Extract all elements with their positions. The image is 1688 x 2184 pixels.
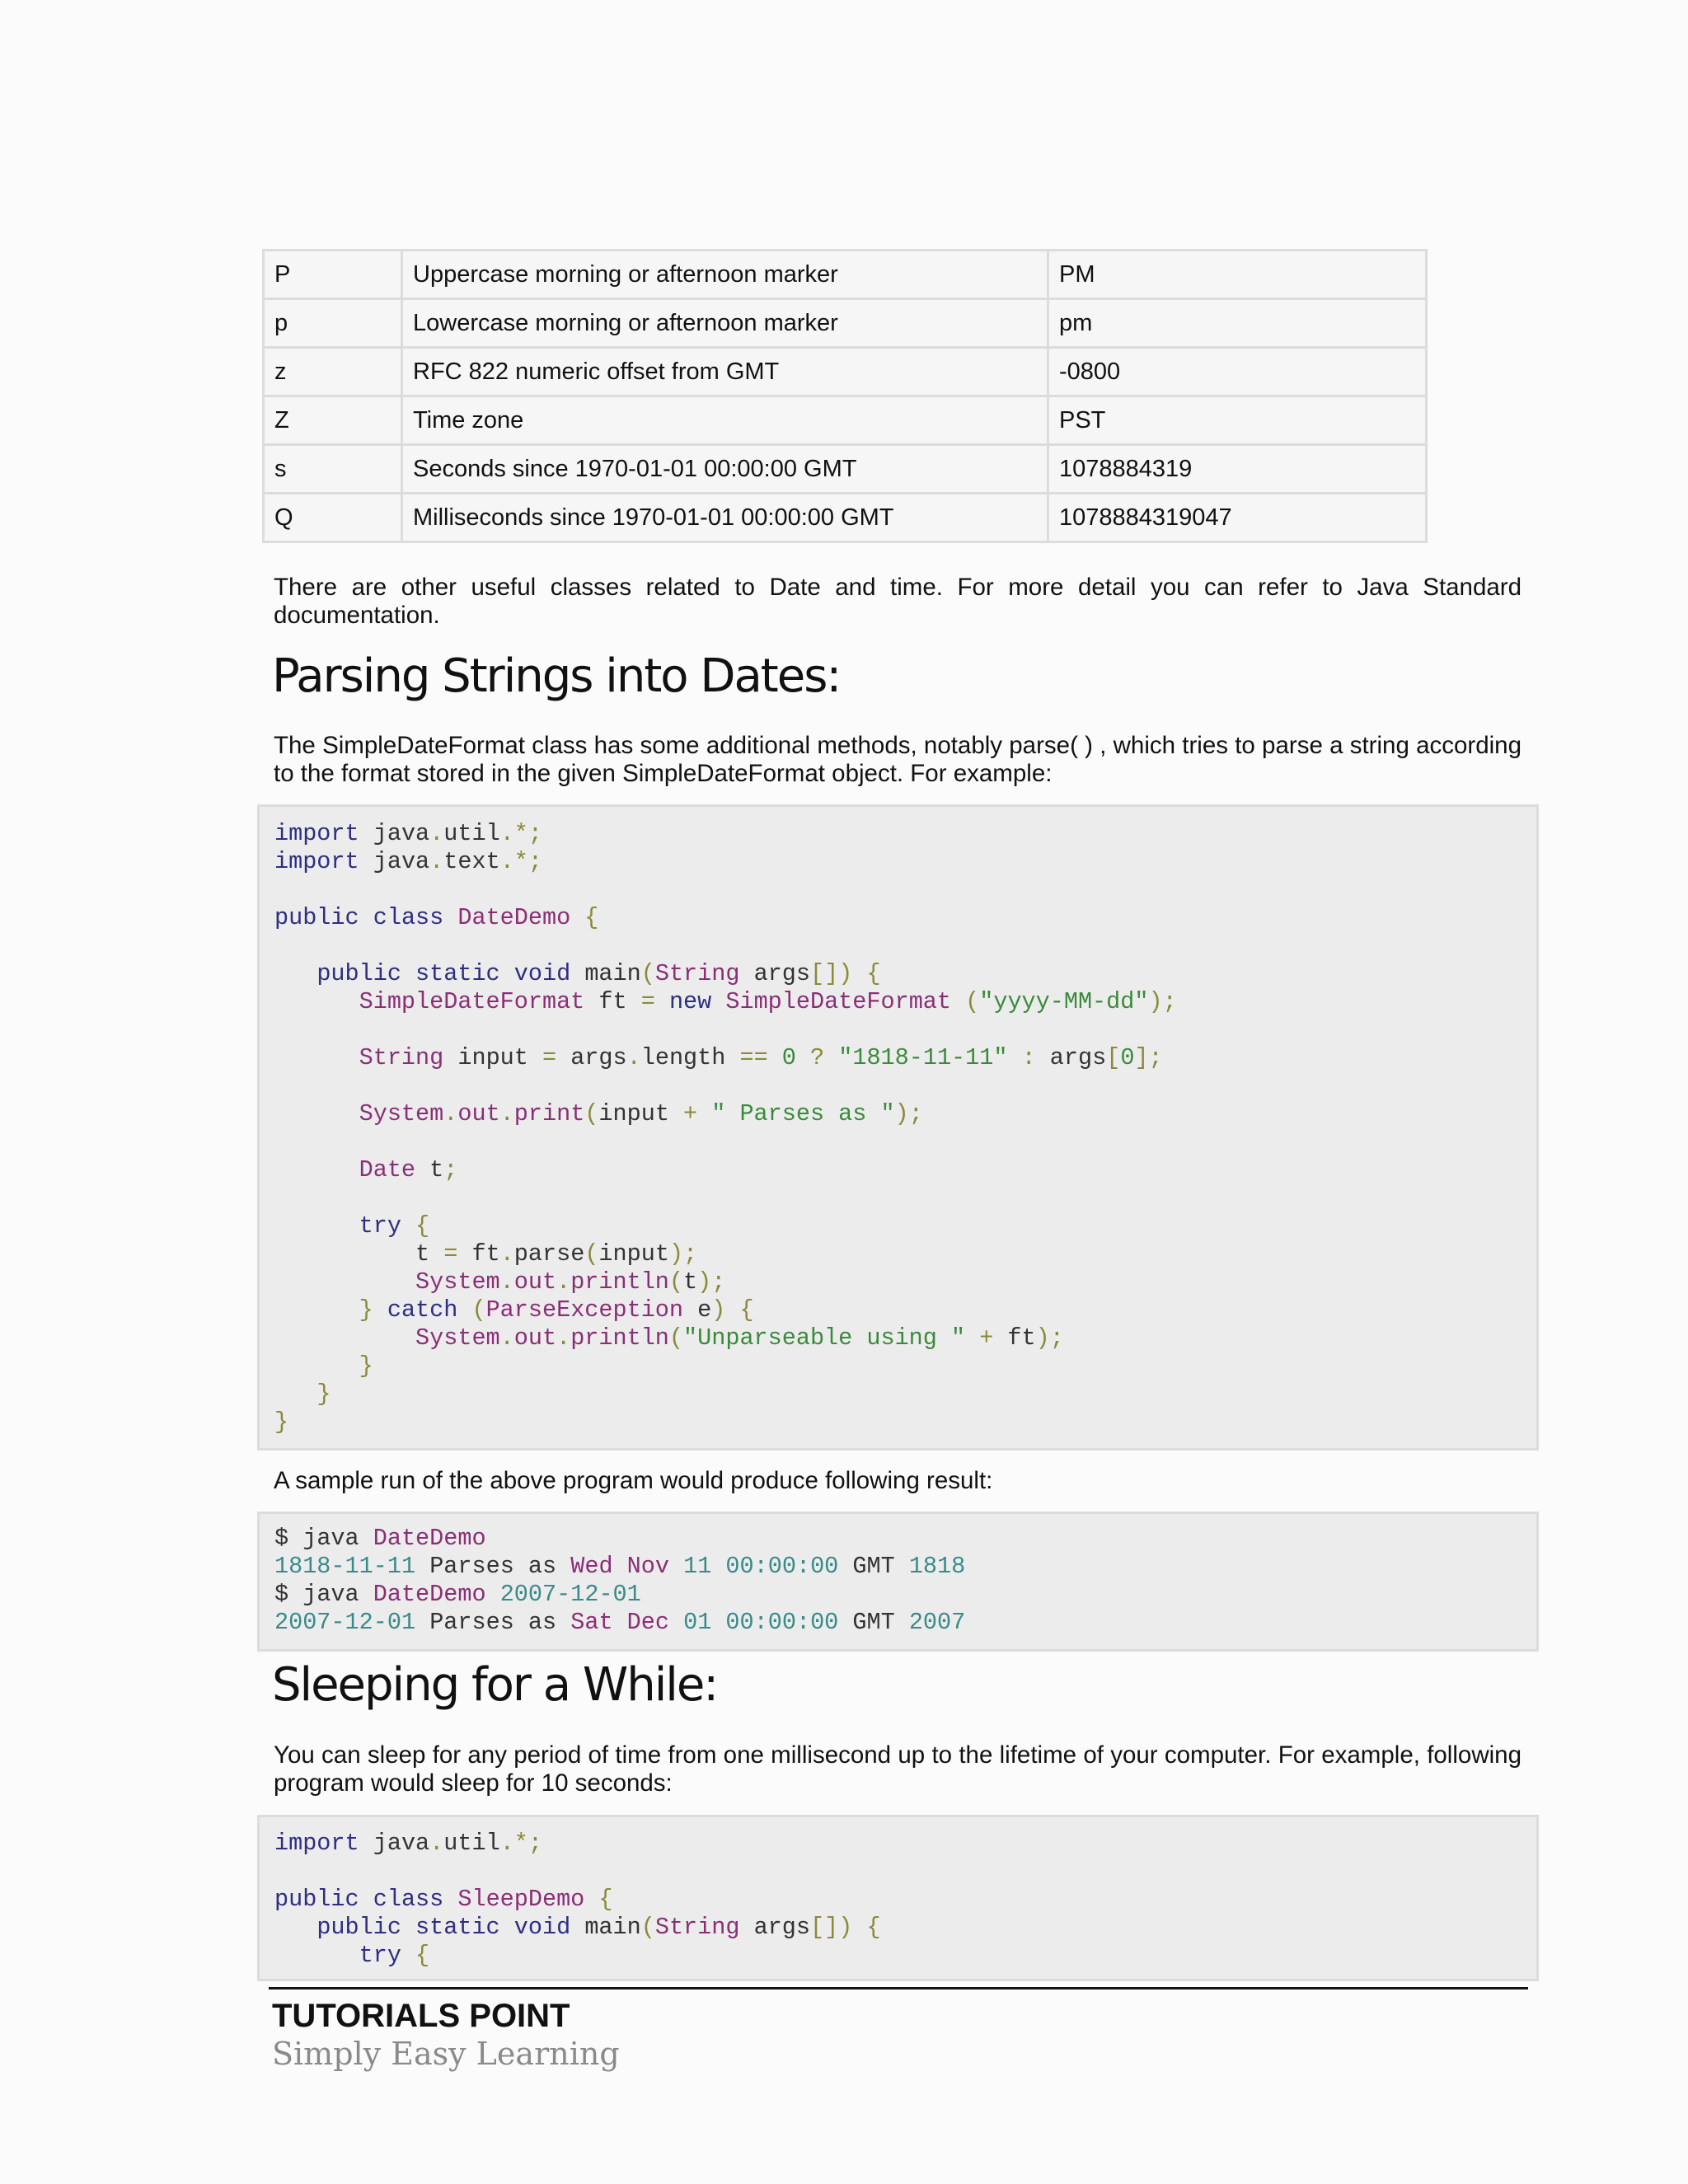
footer-brand: TUTORIALS POINT bbox=[272, 1998, 570, 2034]
code-line: System.out.print(input + " Parses as "); bbox=[359, 1100, 923, 1127]
table-row bbox=[264, 251, 1427, 299]
code-line: try { bbox=[359, 1942, 430, 1969]
example-cell: pm bbox=[1048, 299, 1427, 348]
code-line: } bbox=[316, 1380, 331, 1408]
code-listing-sleepdemo bbox=[274, 1830, 881, 1970]
format-char-cell: s bbox=[264, 445, 402, 494]
example-cell: PM bbox=[1048, 251, 1427, 299]
code-line: $ java DateDemo bbox=[274, 1525, 486, 1552]
example-cell: PST bbox=[1048, 396, 1427, 445]
code-line: } bbox=[359, 1352, 373, 1380]
code-line: String input = args.length == 0 ? "1818-11-11" : args[0]; bbox=[359, 1044, 1163, 1071]
heading-parsing-strings: Parsing Strings into Dates: bbox=[272, 649, 841, 703]
code-line: public static void main(String args[]) { bbox=[316, 1914, 881, 1941]
code-line: } bbox=[274, 1408, 289, 1436]
code-line: try { bbox=[359, 1212, 430, 1240]
code-line: import java.util.*; bbox=[274, 1830, 543, 1857]
code-line: System.out.println(t); bbox=[415, 1268, 726, 1296]
code-line: t = ft.parse(input); bbox=[415, 1240, 698, 1268]
table-row bbox=[264, 445, 1427, 494]
example-cell: 1078884319047 bbox=[1048, 494, 1427, 542]
format-specifier-table bbox=[262, 249, 1428, 543]
table-row bbox=[264, 494, 1427, 542]
paragraph-parsing-intro: The SimpleDateFormat class has some additional methods, notably parse( ) , which tries to parse a string according to the format stored in the given SimpleDateFormat object. For example: bbox=[274, 732, 1522, 787]
format-char-cell: Z bbox=[264, 396, 402, 445]
format-char-cell: P bbox=[264, 251, 402, 299]
code-line: 2007-12-01 Parses as Sat Dec 01 00:00:00 GMT 2007 bbox=[274, 1609, 966, 1636]
code-line: import java.text.*; bbox=[274, 848, 543, 875]
heading-sleeping: Sleeping for a While: bbox=[272, 1658, 718, 1712]
example-cell: 1078884319 bbox=[1048, 445, 1427, 494]
description-cell: Lowercase morning or afternoon marker bbox=[402, 299, 1048, 348]
paragraph-sleeping-intro: You can sleep for any period of time from one millisecond up to the lifetime of your computer. For example, following program would sleep for 10 seconds: bbox=[274, 1741, 1522, 1797]
code-line: import java.util.*; bbox=[274, 820, 543, 847]
format-table-body bbox=[264, 251, 1427, 542]
code-line: System.out.println("Unparseable using " + ft); bbox=[415, 1324, 1064, 1352]
footer-tagline: Simply Easy Learning bbox=[272, 2036, 620, 2072]
description-cell: Milliseconds since 1970-01-01 00:00:00 GMT bbox=[402, 494, 1048, 542]
code-line: public class SleepDemo { bbox=[274, 1886, 613, 1913]
format-char-cell: Q bbox=[264, 494, 402, 542]
format-char-cell: p bbox=[264, 299, 402, 348]
paragraph-other-classes: There are other useful classes related to Date and time. For more detail you can refer to Java Standard documentation. bbox=[274, 574, 1522, 629]
table-row bbox=[264, 299, 1427, 348]
footer-divider bbox=[269, 1987, 1528, 1990]
code-line: } catch (ParseException e) { bbox=[359, 1296, 754, 1324]
description-cell: Seconds since 1970-01-01 00:00:00 GMT bbox=[402, 445, 1048, 494]
code-line: Date t; bbox=[359, 1156, 458, 1183]
code-listing-output bbox=[274, 1525, 965, 1637]
code-line: public static void main(String args[]) { bbox=[316, 960, 881, 987]
table-row bbox=[264, 396, 1427, 445]
code-line: $ java DateDemo 2007-12-01 bbox=[274, 1581, 641, 1608]
description-cell: RFC 822 numeric offset from GMT bbox=[402, 348, 1048, 396]
example-cell: -0800 bbox=[1048, 348, 1427, 396]
code-block-sleepdemo bbox=[257, 1815, 1539, 1981]
code-listing-datedemo bbox=[274, 820, 1177, 1436]
code-block-output bbox=[257, 1511, 1539, 1652]
format-char-cell: z bbox=[264, 348, 402, 396]
code-line: SimpleDateFormat ft = new SimpleDateFormat ("yyyy-MM-dd"); bbox=[359, 988, 1177, 1015]
code-line: public class DateDemo { bbox=[274, 904, 599, 931]
description-cell: Time zone bbox=[402, 396, 1048, 445]
table-row bbox=[264, 348, 1427, 396]
code-line: 1818-11-11 Parses as Wed Nov 11 00:00:00 GMT 1818 bbox=[274, 1553, 966, 1580]
paragraph-sample-run: A sample run of the above program would produce following result: bbox=[274, 1467, 993, 1494]
code-block-datedemo bbox=[257, 804, 1539, 1451]
description-cell: Uppercase morning or afternoon marker bbox=[402, 251, 1048, 299]
